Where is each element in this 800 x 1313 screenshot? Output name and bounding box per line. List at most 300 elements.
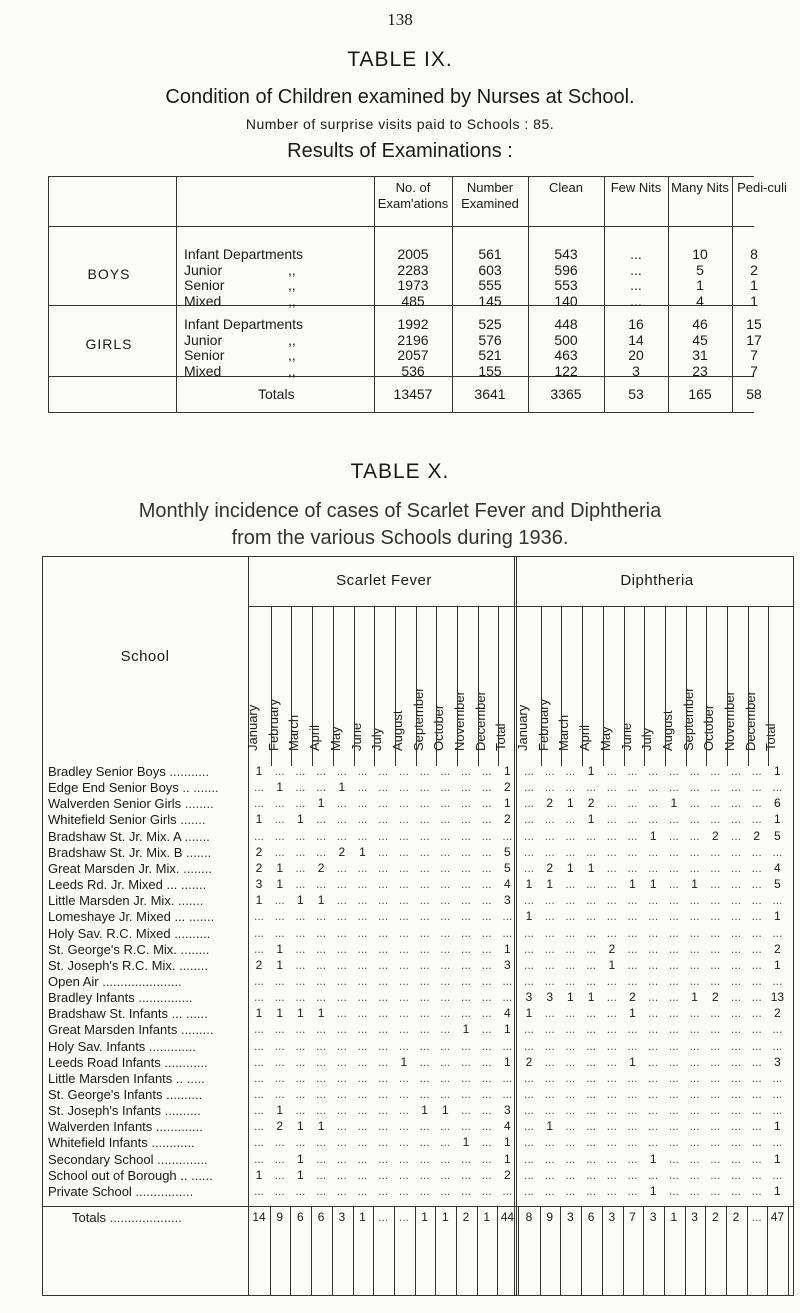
table-cell: ... xyxy=(316,780,327,795)
table-cell: ... xyxy=(378,1022,389,1037)
table-cell: ... xyxy=(295,1070,306,1085)
table-cell: ... xyxy=(668,1006,679,1021)
month-label: March xyxy=(556,714,572,751)
table-cell: ... xyxy=(730,764,741,778)
table-cell: 3 xyxy=(525,990,533,1005)
table-cell: ... xyxy=(398,909,409,924)
table-cell: ... xyxy=(440,1119,451,1134)
table-cell: 1 xyxy=(255,812,263,827)
school-name xyxy=(48,1087,248,1103)
total-cell: 3 xyxy=(649,1210,657,1225)
table-cell: ... xyxy=(419,1183,430,1198)
table-bottom-border xyxy=(48,412,754,413)
table-cell: 1 xyxy=(297,1167,304,1182)
school-name xyxy=(48,926,248,942)
table-cell: ... xyxy=(544,1038,555,1053)
leader-dots: ................ xyxy=(131,1183,194,1199)
table-cell: ... xyxy=(440,1070,451,1085)
table-cell: ... xyxy=(378,1087,389,1101)
table-cell: ... xyxy=(730,812,741,827)
total-cell: 1 xyxy=(670,1210,678,1225)
table-cell: ... xyxy=(648,764,659,778)
table-cell: ... xyxy=(710,1006,721,1021)
table-cell: ... xyxy=(481,893,492,908)
table-cell: ... xyxy=(668,1054,679,1069)
table-cell: ... xyxy=(710,1183,721,1198)
table-cell: 2 xyxy=(504,1167,511,1182)
table-cell: ... xyxy=(253,1151,264,1166)
cell-value: 1 xyxy=(750,292,758,309)
table-cell: ... xyxy=(730,1151,741,1166)
month-label: January xyxy=(515,704,530,751)
total-cell: 3 xyxy=(691,1210,698,1225)
table-cell: ... xyxy=(316,1070,327,1085)
table-cell: ... xyxy=(544,925,555,940)
table-cell: ... xyxy=(606,990,617,1005)
table-cell: 2 xyxy=(276,1119,284,1134)
table-cell: ... xyxy=(751,764,762,778)
table-cell: 1 xyxy=(649,877,657,892)
month-column-divider xyxy=(665,606,666,766)
table-cell: 2 xyxy=(774,1006,781,1021)
table-cell: ... xyxy=(295,780,306,795)
table-cell: ... xyxy=(419,1038,430,1053)
table-cell: ... xyxy=(523,1087,534,1101)
table-cell: ... xyxy=(460,780,471,795)
table-cell: ... xyxy=(440,844,451,859)
table-cell: ... xyxy=(481,844,492,859)
table-cell: 2 xyxy=(546,860,554,875)
month-label: February xyxy=(535,698,551,751)
table-cell: ... xyxy=(668,925,679,940)
table-cell: 1 xyxy=(504,764,511,778)
month-column-divider xyxy=(498,606,499,766)
table-cell: ... xyxy=(523,1183,534,1198)
school-name xyxy=(48,780,248,796)
table-cell: ... xyxy=(710,796,721,811)
cell-value: 145 xyxy=(478,292,502,309)
table-cell: ... xyxy=(606,925,617,940)
table-cell: ... xyxy=(336,1167,347,1182)
table-cell: 1 xyxy=(317,1006,325,1021)
table-cell: 1 xyxy=(525,877,533,892)
table-row xyxy=(48,246,758,263)
cell-value: 500 xyxy=(554,331,578,348)
table-cell: ... xyxy=(544,1022,555,1037)
table-cell: ... xyxy=(730,973,741,988)
table-cell: 4 xyxy=(504,877,511,892)
table-cell: ... xyxy=(668,877,679,892)
table-cell: ... xyxy=(648,1103,659,1118)
table-cell: ... xyxy=(586,1022,597,1037)
school-name xyxy=(48,1022,248,1038)
month-column-divider xyxy=(374,606,375,766)
ditto-mark: ,, xyxy=(288,331,296,348)
table-cell: ... xyxy=(336,828,347,843)
leader-dots: ............ xyxy=(160,1054,208,1070)
table-cell: ... xyxy=(689,764,700,778)
leader-dots: ........ xyxy=(175,957,208,973)
table-cell: ... xyxy=(378,764,389,778)
table-cell: ... xyxy=(627,973,638,988)
table-cell: ... xyxy=(565,812,576,827)
table-cell: ... xyxy=(648,1070,659,1085)
table-cell: ... xyxy=(586,909,597,924)
table-cell: 2 xyxy=(525,1054,533,1069)
table-cell: ... xyxy=(336,941,347,956)
row-label: Senior xyxy=(184,277,225,293)
table-cell: ... xyxy=(668,1151,679,1166)
table-ix-visits-line: Number of surprise visits paid to Schools : 85. xyxy=(245,116,555,132)
table-cell: 2 xyxy=(629,990,636,1005)
table-cell: ... xyxy=(357,796,368,811)
table-cell: ... xyxy=(378,941,389,956)
table-cell: 1 xyxy=(587,764,595,778)
table-cell: ... xyxy=(398,925,409,940)
table-cell: ... xyxy=(481,973,492,988)
table-cell: ... xyxy=(668,780,679,795)
table-cell: ... xyxy=(772,1022,783,1037)
table-cell: ... xyxy=(460,812,471,827)
table-cell: ... xyxy=(565,780,576,795)
table-cell: ... xyxy=(544,941,555,956)
table-cell: ... xyxy=(730,1070,741,1085)
cell-value: 155 xyxy=(478,362,502,379)
month-column-divider xyxy=(436,606,437,766)
table-cell: ... xyxy=(710,780,721,795)
table-cell: 1 xyxy=(297,812,304,827)
table-cell: ... xyxy=(398,1167,409,1182)
table-cell: ... xyxy=(689,1038,700,1053)
table-cell: ... xyxy=(751,941,762,956)
school-name xyxy=(48,1055,248,1071)
table-cell: ... xyxy=(316,1151,327,1166)
table-cell: ... xyxy=(357,973,368,988)
cell-value: 2196 xyxy=(397,331,429,348)
cell-value: 2 xyxy=(750,261,758,278)
table-cell: ... xyxy=(378,1070,389,1085)
table-cell: ... xyxy=(253,828,264,843)
table-cell: ... xyxy=(689,909,700,924)
school-name xyxy=(48,877,248,893)
table-cell: ... xyxy=(565,1183,576,1198)
table-row xyxy=(48,277,758,294)
table-cell: 1 xyxy=(629,1006,636,1021)
total-cell: 2 xyxy=(462,1210,470,1225)
table-cell: ... xyxy=(751,1135,762,1150)
table-cell: ... xyxy=(398,780,409,795)
table-cell: ... xyxy=(586,877,597,892)
table-cell: ... xyxy=(357,1022,368,1037)
row-label: Mixed xyxy=(184,362,222,379)
table-row xyxy=(48,362,758,380)
total-cell: 9 xyxy=(276,1210,284,1225)
cell-value: 17 xyxy=(746,331,762,348)
table-cell: 1 xyxy=(546,1119,554,1134)
cell-value: 1 xyxy=(696,277,704,293)
table-cell: ... xyxy=(648,1054,659,1069)
group-label-girls: GIRLS xyxy=(85,336,133,352)
table-cell: ... xyxy=(274,1087,285,1101)
table-cell: ... xyxy=(606,1167,617,1182)
table-cell: ... xyxy=(689,1151,700,1166)
table-cell: 5 xyxy=(774,828,781,843)
table-cell: ... xyxy=(274,909,285,924)
table-cell: 4 xyxy=(774,860,781,875)
school-header: School xyxy=(120,648,170,665)
cell-value: 485 xyxy=(401,292,425,309)
table-cell: ... xyxy=(606,796,617,811)
table-cell: 1 xyxy=(441,1103,449,1118)
school-name xyxy=(48,1039,248,1055)
table-ix xyxy=(48,176,787,413)
table-cell: ... xyxy=(627,1119,638,1134)
school-label: Secondary School xyxy=(48,1151,154,1167)
table-cell: ... xyxy=(710,1151,721,1166)
table-cell: 1 xyxy=(504,1135,511,1150)
school-name xyxy=(48,942,248,958)
table-cell: ... xyxy=(627,1103,638,1118)
table-cell: ... xyxy=(481,1070,492,1085)
table-cell: ... xyxy=(751,877,762,892)
cell-value: 1992 xyxy=(397,316,429,332)
cell-value: 448 xyxy=(554,316,578,332)
table-cell: ... xyxy=(565,925,576,940)
leader-dots: ............. xyxy=(145,1038,196,1054)
table-cell: ... xyxy=(357,1103,368,1118)
table-cell: ... xyxy=(565,909,576,924)
table-cell: ... xyxy=(274,1167,285,1182)
total-cell: 3 xyxy=(338,1210,346,1225)
totals-label xyxy=(72,1210,272,1226)
table-cell: ... xyxy=(523,764,534,778)
table-cell: 2 xyxy=(711,828,719,843)
table-cell: ... xyxy=(730,844,741,859)
school-label: Leeds Road Infants xyxy=(48,1054,161,1070)
month-label: November xyxy=(722,691,737,751)
table-cell: ... xyxy=(336,1006,347,1021)
table-cell: ... xyxy=(398,1183,409,1198)
table-bottom-border xyxy=(42,1295,794,1296)
table-cell: ... xyxy=(730,925,741,940)
school-label: Bradley Infants xyxy=(48,990,135,1006)
table-cell: ... xyxy=(440,1151,451,1166)
leader-dots: ...... xyxy=(182,1006,208,1022)
cell-value: 7 xyxy=(750,362,758,379)
table-cell: ... xyxy=(689,1135,700,1150)
school-name xyxy=(48,845,248,861)
total-cell: 44 xyxy=(500,1210,515,1225)
table-cell: ... xyxy=(398,877,409,892)
table-cell: ... xyxy=(336,1038,347,1053)
leader-dots: ........ xyxy=(176,941,210,957)
table-cell: ... xyxy=(710,941,721,956)
table-cell: ... xyxy=(523,957,534,972)
table-cell: ... xyxy=(295,877,306,892)
school-name xyxy=(48,1119,248,1135)
month-label: January xyxy=(245,704,260,751)
table-cell: ... xyxy=(565,1022,576,1037)
table-cell: ... xyxy=(565,893,576,908)
table-cell: ... xyxy=(253,990,264,1005)
table-cell: ... xyxy=(460,796,471,811)
school-name xyxy=(48,1103,248,1119)
school-name xyxy=(48,1135,248,1151)
header-bottom-border xyxy=(48,226,754,227)
table-cell: 1 xyxy=(525,909,533,924)
table-row xyxy=(48,331,762,349)
table-cell: ... xyxy=(253,1135,264,1150)
table-cell: 1 xyxy=(255,893,263,908)
table-cell: ... xyxy=(316,909,327,924)
cell-value: 23 xyxy=(692,362,708,379)
month-column-divider xyxy=(457,606,458,766)
table-cell: ... xyxy=(274,1038,285,1053)
table-cell: ... xyxy=(378,925,389,940)
table-left-border xyxy=(42,556,43,1296)
table-cell: 1 xyxy=(297,1151,304,1166)
table-cell: ... xyxy=(606,1151,617,1166)
table-cell: ... xyxy=(378,1167,389,1182)
table-cell: ... xyxy=(398,1087,409,1101)
school-name xyxy=(48,764,248,780)
table-cell: ... xyxy=(419,1151,430,1166)
table-cell: ... xyxy=(295,909,306,924)
table-cell: ... xyxy=(419,941,430,956)
school-label: Private School xyxy=(48,1183,132,1199)
table-cell: ... xyxy=(586,1087,597,1101)
totals-column-divider xyxy=(788,1206,789,1295)
table-cell: ... xyxy=(627,844,638,859)
table-cell: ... xyxy=(648,780,659,795)
table-cell: ... xyxy=(295,1087,306,1101)
table-cell: ... xyxy=(648,796,659,811)
table-cell: 1 xyxy=(649,1151,657,1166)
cell-value: 46 xyxy=(692,316,708,332)
table-cell: ... xyxy=(648,925,659,940)
table-cell: ... xyxy=(419,957,430,972)
table-cell: 1 xyxy=(462,1022,470,1037)
table-cell: ... xyxy=(565,957,576,972)
cell-value: 553 xyxy=(554,277,578,293)
month-column-divider xyxy=(603,606,604,766)
table-cell: 2 xyxy=(608,941,616,956)
table-cell: ... xyxy=(710,1022,721,1037)
table-cell: 1 xyxy=(504,1054,511,1069)
table-x-title: TABLE X. xyxy=(350,460,450,483)
column-header: Clean xyxy=(549,180,583,195)
table-cell: ... xyxy=(606,844,617,859)
cell-value: 31 xyxy=(692,347,708,363)
table-cell: ... xyxy=(586,957,597,972)
table-cell: ... xyxy=(544,812,555,827)
table-cell: 1 xyxy=(504,796,511,811)
table-cell: ... xyxy=(481,828,492,843)
leader-dots: ....... xyxy=(177,877,207,893)
school-label: Walverden Senior Girls xyxy=(48,796,182,812)
leader-dots: ...... xyxy=(187,1167,213,1183)
table-cell: 1 xyxy=(567,990,574,1005)
table-cell: ... xyxy=(378,1135,389,1150)
table-cell: ... xyxy=(502,973,513,988)
table-cell: ... xyxy=(419,1006,430,1021)
table-cell: ... xyxy=(627,780,638,795)
table-cell: ... xyxy=(710,1103,721,1118)
totals-text: Totals xyxy=(72,1210,106,1226)
table-cell: ... xyxy=(357,893,368,908)
table-cell: ... xyxy=(316,812,327,827)
table-cell: ... xyxy=(544,973,555,988)
month-label: May xyxy=(327,726,343,751)
table-cell: ... xyxy=(419,877,430,892)
table-cell: 2 xyxy=(504,780,511,795)
table-cell: ... xyxy=(419,893,430,908)
month-column-divider xyxy=(541,606,542,766)
table-row xyxy=(48,292,758,310)
table-cell: ... xyxy=(523,893,534,908)
leader-dots: ....... xyxy=(182,844,212,860)
table-cell: ... xyxy=(751,780,762,795)
school-name xyxy=(48,909,248,925)
month-label: June xyxy=(348,722,364,751)
table-cell: ... xyxy=(357,764,368,778)
cell-value: 543 xyxy=(554,246,578,262)
school-label: Great Marsden Jr. Mix. xyxy=(48,860,180,876)
table-cell: ... xyxy=(627,941,638,956)
table-cell: ... xyxy=(253,1183,264,1198)
table-cell: ... xyxy=(440,1135,451,1150)
table-cell: ... xyxy=(627,1135,638,1150)
month-column-divider xyxy=(312,606,313,766)
table-cell: ... xyxy=(586,1103,597,1118)
table-cell: ... xyxy=(378,893,389,908)
table-cell: ... xyxy=(648,844,659,859)
table-cell: ... xyxy=(398,1103,409,1118)
table-cell: ... xyxy=(648,893,659,908)
table-cell: ... xyxy=(357,957,368,972)
table-cell: ... xyxy=(523,1151,534,1166)
school-name xyxy=(48,812,248,828)
table-cell: ... xyxy=(398,941,409,956)
table-cell: ... xyxy=(316,1103,327,1118)
table-cell: ... xyxy=(378,860,389,875)
table-cell: ... xyxy=(357,1119,368,1134)
school-label: Great Marsden Infants xyxy=(48,1022,178,1038)
column-header: No. of Exam'ations xyxy=(377,180,449,211)
table-cell: 1 xyxy=(255,1006,263,1021)
table-cell: ... xyxy=(606,1022,617,1037)
school-label: Whitefield Senior Girls xyxy=(48,812,177,828)
table-cell: ... xyxy=(668,1038,679,1053)
table-cell: ... xyxy=(295,1054,306,1069)
table-cell: ... xyxy=(772,844,783,859)
table-cell: ... xyxy=(481,1022,492,1037)
table-cell: ... xyxy=(502,1038,513,1053)
table-cell: ... xyxy=(357,1087,368,1101)
total-cell: ... xyxy=(398,1210,409,1225)
table-cell: ... xyxy=(710,812,721,827)
table-cell: ... xyxy=(772,1070,783,1085)
table-cell: ... xyxy=(523,1135,534,1150)
table-cell: ... xyxy=(295,1103,306,1118)
table-cell: 2 xyxy=(753,828,761,843)
table-cell: ... xyxy=(627,1183,638,1198)
table-cell: ... xyxy=(730,1087,741,1101)
cell-value: 7 xyxy=(750,347,758,363)
table-cell: 2 xyxy=(711,990,719,1005)
table-row xyxy=(48,316,762,333)
table-cell: ... xyxy=(730,1167,741,1182)
